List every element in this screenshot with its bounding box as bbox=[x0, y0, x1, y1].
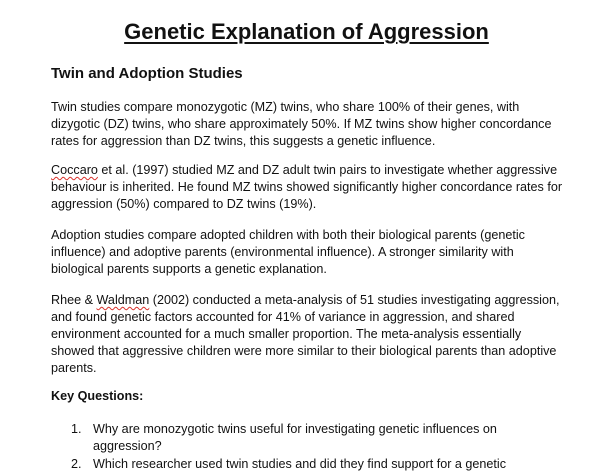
question-number: 1. bbox=[71, 422, 82, 436]
paragraph-line bbox=[51, 162, 591, 179]
spellcheck-word: Waldman bbox=[96, 293, 150, 307]
question-number: 2. bbox=[71, 457, 82, 471]
paragraph-line: behaviour is inherited. He found MZ twins showed significantly higher concordance rates for bbox=[51, 180, 563, 194]
paragraph-line-prefix: Rhee & bbox=[51, 293, 97, 307]
paragraph-line: Twin studies compare monozygotic (MZ) twins, who share 100% of their genes, with bbox=[51, 100, 520, 114]
document-title: Genetic Explanation of Aggression bbox=[124, 19, 489, 44]
paragraph-line-rest: (2002) conducted a meta-analysis of 51 studies investigating aggression, bbox=[149, 293, 560, 307]
paragraph-line: and found genetic factors accounted for 41% of variance in aggression, and shared bbox=[51, 310, 515, 324]
question-item bbox=[51, 456, 591, 473]
question-line: aggression? bbox=[93, 439, 162, 453]
key-questions-heading: Key Questions: bbox=[51, 389, 144, 403]
paragraph-rhee-waldman bbox=[51, 292, 591, 377]
paragraph-line: rates for aggression than DZ twins, this suggests a genetic influence. bbox=[51, 134, 436, 148]
question-line: Why are monozygotic twins useful for investigating genetic influences on bbox=[93, 422, 497, 436]
paragraph-coccaro bbox=[51, 162, 591, 213]
paragraph-line: showed that aggressive children were more similar to their biological parents than adoptive bbox=[51, 344, 557, 358]
paragraph-line: biological parents supports a genetic explanation. bbox=[51, 262, 327, 276]
paragraph-line: environment accounted for a much smaller proportion. The meta-analysis essentially bbox=[51, 327, 522, 341]
section-heading: Twin and Adoption Studies bbox=[51, 65, 243, 82]
paragraph-line: aggression (50%) compared to DZ twins (19%). bbox=[51, 197, 317, 211]
paragraph-line: influence) and adoptive parents (environmental influence). A stronger similarity with bbox=[51, 245, 514, 259]
paragraph-line bbox=[51, 292, 591, 309]
question-item bbox=[51, 421, 591, 455]
paragraph-line: parents. bbox=[51, 361, 97, 375]
paragraph-line-rest: et al. (1997) studied MZ and DZ adult twin pairs to investigate whether aggressive bbox=[97, 163, 558, 177]
spellcheck-word: Coccaro bbox=[51, 163, 98, 177]
paragraph-line: dizygotic (DZ) twins, who share approximately 50%. If MZ twins show higher concordance bbox=[51, 117, 552, 131]
paragraph-adoption-studies bbox=[51, 227, 591, 278]
key-questions-list bbox=[51, 421, 591, 473]
paragraph-twin-studies bbox=[51, 99, 591, 150]
question-line: Which researcher used twin studies and did they find support for a genetic bbox=[93, 457, 507, 471]
paragraph-line: Adoption studies compare adopted children with both their biological parents (genetic bbox=[51, 228, 525, 242]
